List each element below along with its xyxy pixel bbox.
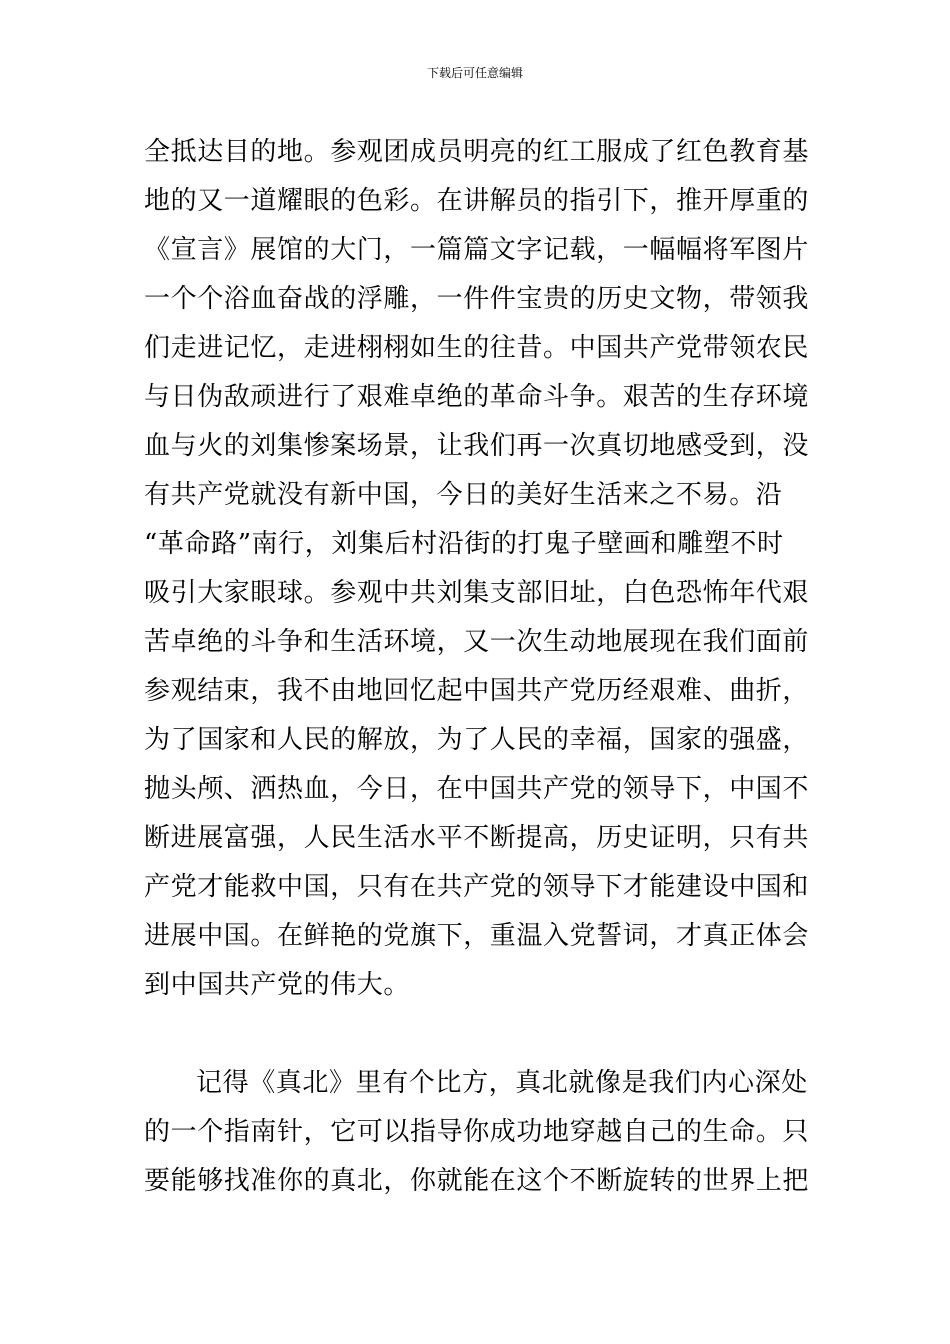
text-line: 与日伪敌顽进行了艰难卓绝的革命斗争。艰苦的生存环境 [144, 382, 810, 412]
text-line: 参观结束，我不由地回忆起中国共产党历经艰难、曲折， [144, 676, 810, 706]
text-line: 吸引大家眼球。参观中共刘集支部旧址，白色恐怖年代艰 [144, 578, 810, 608]
text-line: 为了国家和人民的解放，为了人民的幸福，国家的强盛， [144, 725, 810, 755]
text-line: 全抵达目的地。参观团成员明亮的红工服成了红色教育基 [144, 137, 810, 167]
text-line: 地的又一道耀眼的色彩。在讲解员的指引下，推开厚重的 [144, 186, 810, 216]
text-line: 产党才能救中国，只有在共产党的领导下才能建设中国和 [144, 872, 810, 902]
text-line: 们走进记忆，走进栩栩如生的往昔。中国共产党带领农民 [144, 333, 810, 363]
text-line: 到中国共产党的伟大。 [144, 970, 411, 1000]
document-body [144, 128, 816, 1206]
text-line: “革命路”南行，刘集后村沿街的打鬼子壁画和雕塑不时 [144, 529, 784, 559]
page-header: 下载后可任意编辑 [426, 66, 523, 80]
text-line: 有共产党就没有新中国，今日的美好生活来之不易。沿 [144, 480, 783, 510]
text-line: 记得《真北》里有个比方，真北就像是我们内心深处 [196, 1068, 808, 1098]
text-line: 血与火的刘集惨案场景，让我们再一次真切地感受到，没 [144, 431, 810, 461]
text-line: 断进展富强，人民生活水平不断提高，历史证明，只有共 [144, 823, 810, 853]
text-line: 一个个浴血奋战的浮雕，一件件宝贵的历史文物，带领我 [144, 284, 810, 314]
paragraph-spacer [144, 1010, 816, 1059]
paragraph-1 [144, 128, 816, 1010]
text-line: 的一个指南针，它可以指导你成功地穿越自己的生命。只 [144, 1117, 810, 1147]
text-line: 《宣言》展馆的大门，一篇篇文字记载，一幅幅将军图片 [144, 235, 810, 265]
text-line: 要能够找准你的真北，你就能在这个不断旋转的世界上把 [144, 1166, 810, 1196]
text-line: 抛头颅、洒热血，今日，在中国共产党的领导下，中国不 [144, 774, 810, 804]
text-line: 苦卓绝的斗争和生活环境，又一次生动地展现在我们面前 [144, 627, 810, 657]
paragraph-2 [144, 1059, 816, 1206]
text-line: 进展中国。在鲜艳的党旗下，重温入党誓词，才真正体会 [144, 921, 810, 951]
